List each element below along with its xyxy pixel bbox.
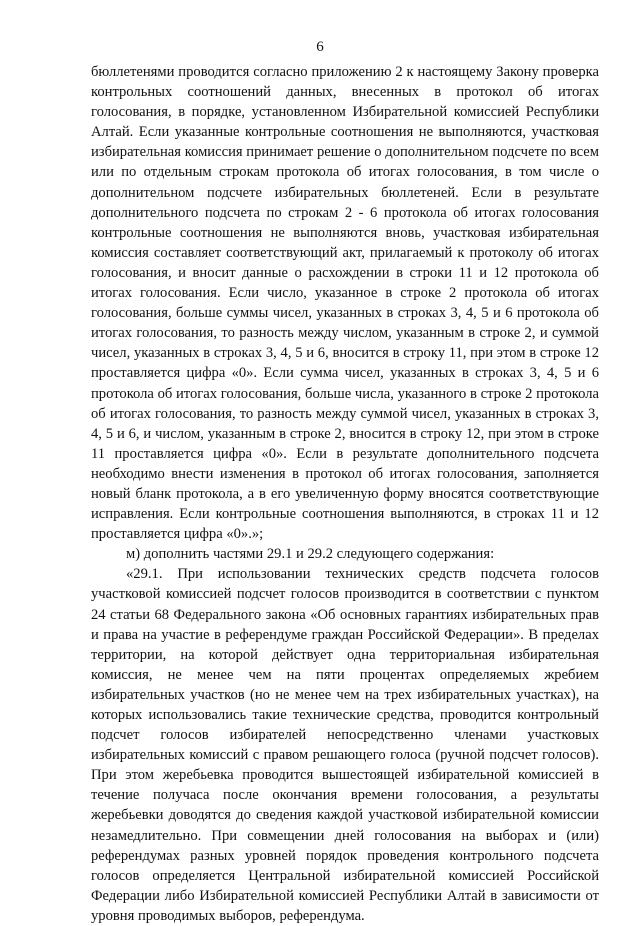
paragraph-amendment-m: м) дополнить частями 29.1 и 29.2 следующего содержания: bbox=[126, 546, 495, 563]
paragraph-part-29-1: «29.1. При использовании технических средств подсчета голосов участковой комиссией подсчет голосов производится в соответствии с пунктом 24 статьи 68 Федерального закона «Об основных гарантиях избирательных прав и права на участие в референдуме граждан Российской Федерации». В пределах территории, на которой действует одна территориальная избирательная комиссия, не менее чем на пяти процентах определяемых жребием избирательных участков (но не менее чем на трех избирательных участках), на которых использовались такие технические средства, проводится контрольный подсчет голосов избирателей непосредственно членами участковых избирательных комиссий с правом решающего голоса (ручной подсчет голосов). При этом жеребьевка проводится вышестоящей избирательной комиссией в течение получаса после окончания времени голосования, а результаты жеребьевки доводятся до сведения каждой участковой избирательной комиссии незамедлительно. При совмещении дней голосования на выборах и (или) референдумах разных уровней порядок проведения контрольного подсчета голосов определяется Центральной избирательной комиссией Российской Федерации либо Избирательной комиссией Республики Алтай в зависимости от уровня проводимых выборов, референдума. bbox=[91, 566, 599, 924]
document-body bbox=[91, 62, 599, 926]
page-number: 6 bbox=[316, 39, 324, 55]
paragraph-continuation: бюллетенями проводится согласно приложению 2 к настоящему Закону проверка контрольных соотношений данных, внесенных в протокол об итогах голосования, в порядке, установленном Избирательной комиссией Республики Алтай. Если указанные контрольные соотношения не выполняются, участковая избирательная комиссия принимает решение о дополнительном подсчете по всем или по отдельным строкам протокола об итогах голосования, в том числе о дополнительном подсчете избирательных бюллетеней. Если в результате дополнительного подсчета по строкам 2 - 6 протокола об итогах голосования контрольные соотношения не выполняются вновь, участковая избирательная комиссия составляет соответствующий акт, прилагаемый к протоколу об итогах голосования, и вносит данные о расхождении в строки 11 и 12 протокола об итогах голосования. Если число, указанное в строке 2 протокола об итогах голосования, больше суммы чисел, указанных в строках 3, 4, 5 и 6 протокола об итогах голосования, то разность между числом, указанным в строке 2, и суммой чисел, указанных в строках 3, 4, 5 и 6, вносится в строку 11, при этом в строке 12 проставляется цифра «0». Если сумма чисел, указанных в строках 3, 4, 5 и 6 протокола об итогах голосования, больше числа, указанного в строке 2 протокола об итогах голосования, то разность между суммой чисел, указанных в строках 3, 4, 5 и 6, и числом, указанным в строке 2, вносится в строку 12, при этом в строке 11 проставляется цифра «0». Если в результате дополнительного подсчета необходимо внести изменения в протокол об итогах голосования, заполняется новый бланк протокола, а в его увеличенную форму вносятся соответствующие исправления. Если контрольные соотношения выполняются, в строках 11 и 12 проставляется цифра «0».»; bbox=[91, 64, 599, 543]
